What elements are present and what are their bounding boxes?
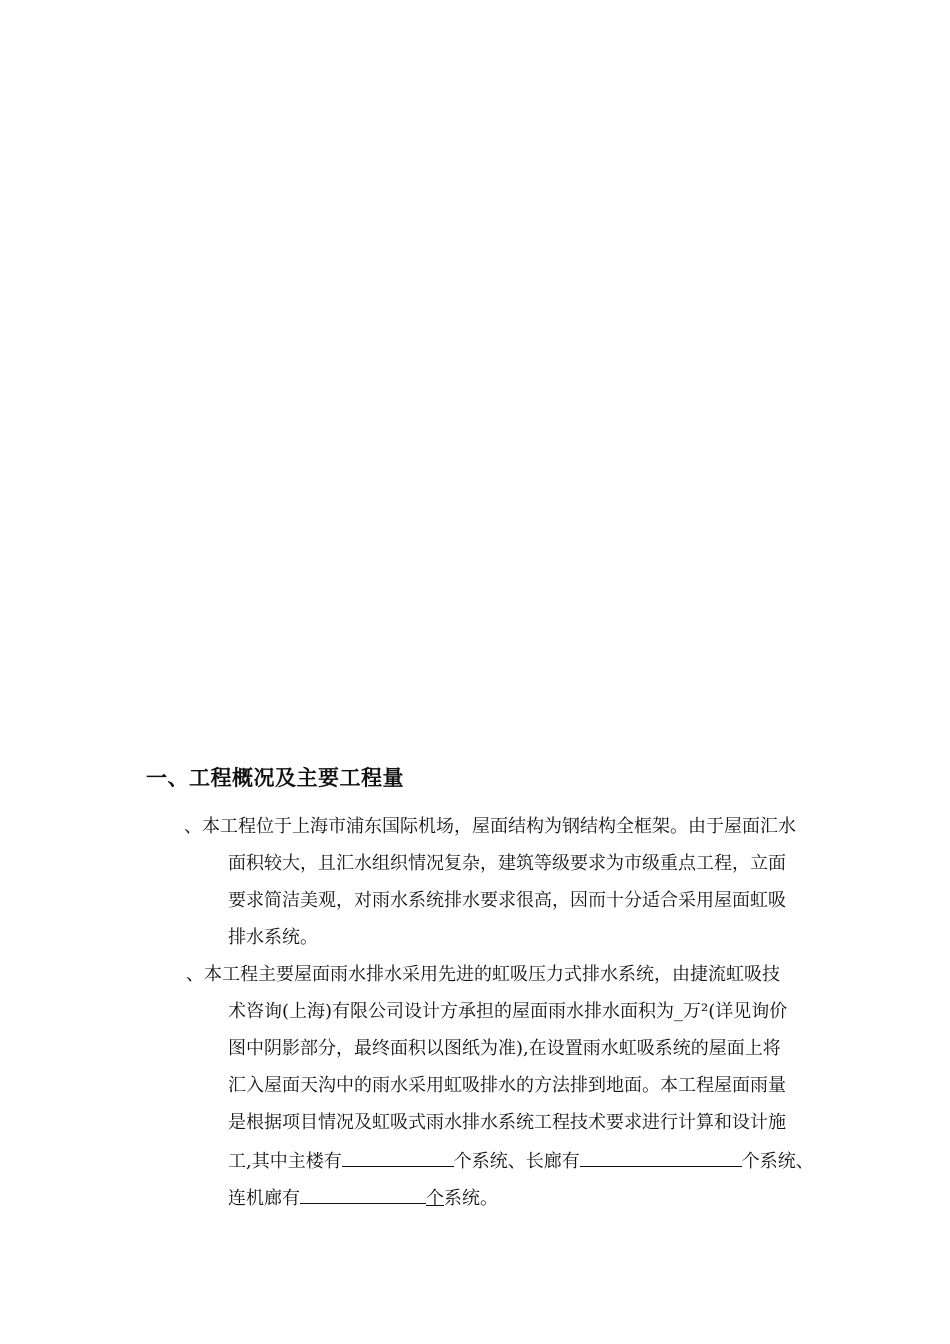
line6-text-corridor: 个系统、长廊有	[453, 1151, 580, 1172]
section-heading: 一、工程概况及主要工程量	[146, 766, 404, 790]
corridor-count-blank	[580, 1148, 742, 1167]
line6-text-main-building: 工,其中主楼有	[228, 1151, 342, 1172]
paragraph2-line1: 、本工程主要屋面雨水排水采用先进的虹吸压力式排水系统，由捷流虹吸技	[186, 964, 780, 985]
paragraph2-line2: 术咨询(上海)有限公司设计方承担的屋面雨水排水面积为_万²(详见询价	[228, 1001, 788, 1022]
paragraph1-line1: 、本工程位于上海市浦东国际机场，屋面结构为钢结构全框架。由于屋面汇水	[184, 816, 796, 837]
paragraph2-line7	[228, 1185, 498, 1211]
line7-text-unit: 个	[426, 1188, 444, 1209]
gallery-count-blank	[300, 1185, 426, 1204]
paragraph2-line4: 汇入屋面天沟中的雨水采用虹吸排水的方法排到地面。本工程屋面雨量	[228, 1075, 786, 1096]
line6-text-end: 个系统、	[741, 1151, 814, 1172]
paragraph1-line2: 面积较大，且汇水组织情况复杂，建筑等级要求为市级重点工程，立面	[228, 853, 786, 874]
main-building-count-blank	[342, 1148, 454, 1167]
line7-text-gallery: 连机廊有	[228, 1188, 300, 1209]
line7-text-end: 系统。	[444, 1188, 498, 1209]
paragraph2-line3: 图中阴影部分，最终面积以图纸为准),在设置雨水虹吸系统的屋面上将	[228, 1038, 781, 1059]
paragraph2-line6	[228, 1148, 814, 1174]
paragraph2-line5: 是根据项目情况及虹吸式雨水排水系统工程技术要求进行计算和设计施	[228, 1112, 786, 1133]
paragraph1-line3: 要求简洁美观，对雨水系统排水要求很高，因而十分适合采用屋面虹吸	[228, 890, 786, 911]
paragraph1-line4: 排水系统。	[228, 927, 318, 948]
